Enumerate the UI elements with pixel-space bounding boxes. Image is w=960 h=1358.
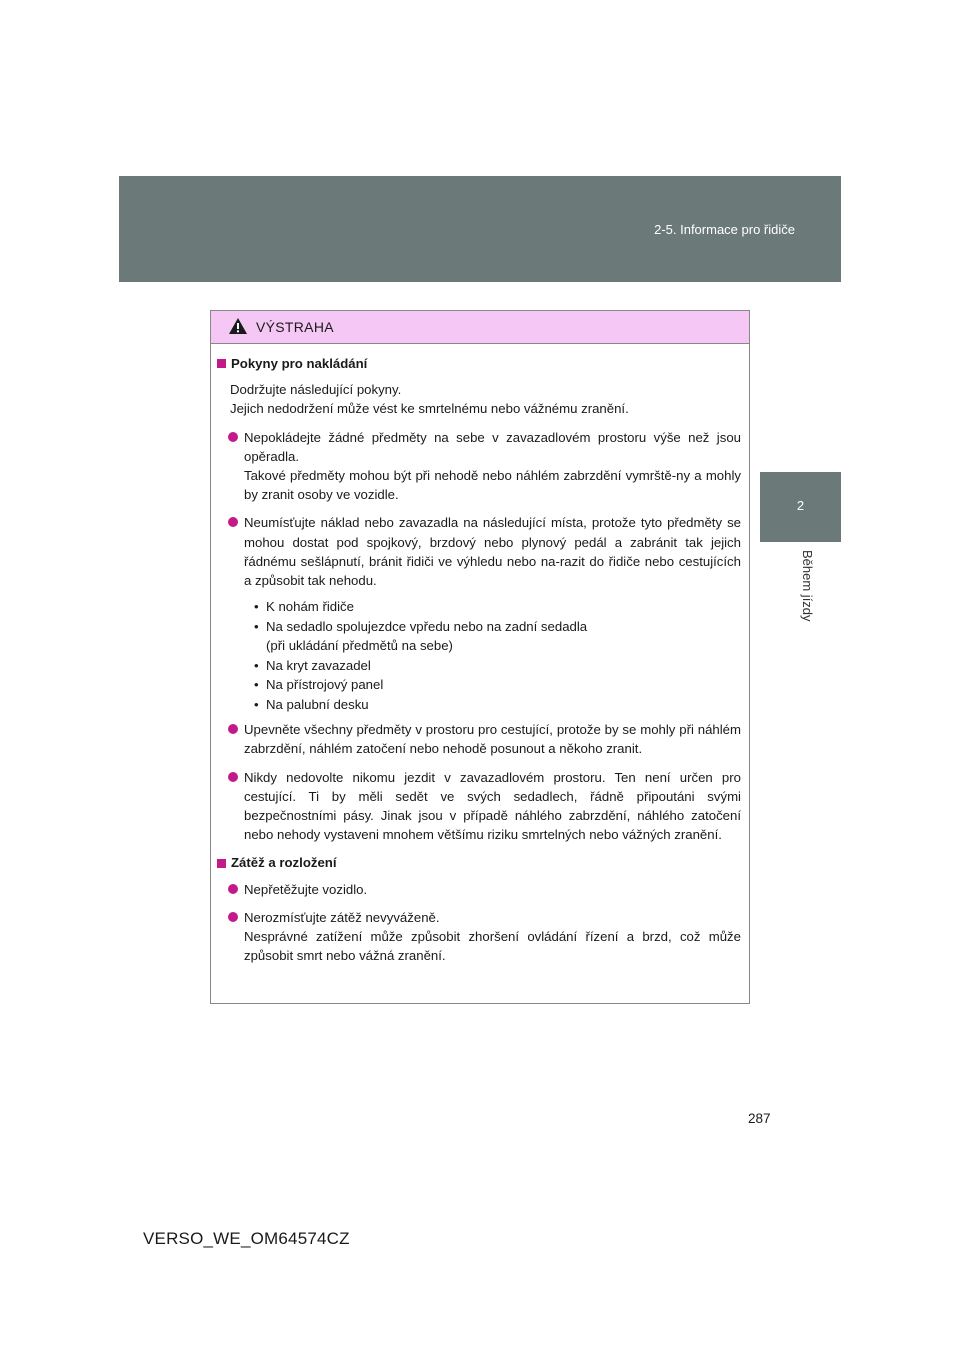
page-number: 287 <box>748 1111 771 1126</box>
bullet-item <box>217 720 741 758</box>
bullet-text-continuation: Takové předměty mohou být při nehodě nebo náhlém zabrzdění vymrště-ny a mohly by zranit osoby ve vozidle. <box>244 468 741 503</box>
square-bullet-icon <box>217 359 226 368</box>
round-bullet-icon <box>228 884 238 894</box>
list-item-continuation: (při ukládání předmětů na sebe) <box>266 638 453 654</box>
square-bullet-icon <box>217 859 226 868</box>
warning-triangle-icon <box>228 317 248 335</box>
chapter-label-tab <box>760 542 841 682</box>
section-header-band <box>119 176 841 282</box>
bullet-text: Upevněte všechny předměty v prostoru pro cestující, protože by se mohly při náhlém zabrzdění, náhlém zatočení nebo nehodě posunout a někoho zranit. <box>244 722 741 757</box>
list-item: • Na kryt zavazadel <box>254 656 741 676</box>
intro-line: Dodržujte následující pokyny. <box>230 382 402 398</box>
list-item: • Na sedadlo spolujezdce vpředu nebo na zadní sedadla <box>254 617 741 637</box>
section-title: 2-5. Informace pro řidiče <box>654 222 795 237</box>
round-bullet-icon <box>228 772 238 782</box>
section-heading-load <box>217 853 741 872</box>
bullet-item <box>217 768 741 845</box>
section-heading-loading <box>217 354 741 373</box>
section-heading-text: Pokyny pro nakládání <box>231 356 368 371</box>
intro-line: Jejich nedodržení může vést ke smrtelnému nebo vážnému zranění. <box>230 401 629 417</box>
document-code: VERSO_WE_OM64574CZ <box>143 1229 350 1248</box>
round-bullet-icon <box>228 517 238 527</box>
side-strip <box>760 282 841 472</box>
list-item: • Na palubní desku <box>254 695 741 715</box>
section-heading-text: Zátěž a rozložení <box>231 855 337 871</box>
bullet-text: Nepokládejte žádné předměty na sebe v zavazadlovém prostoru výše než jsou opěradla. <box>244 429 741 464</box>
bullet-item <box>217 880 741 899</box>
warning-header <box>211 311 749 344</box>
round-bullet-icon <box>228 912 238 922</box>
intro-paragraph <box>217 380 741 418</box>
chapter-tab <box>760 472 841 542</box>
bullet-text: Nerozmísťujte zátěž nevyváženě. <box>244 909 440 925</box>
warning-title: VÝSTRAHA <box>256 319 334 335</box>
chapter-label: Během jízdy <box>800 550 815 622</box>
bullet-text: Nikdy nedovolte nikomu jezdit v zavazadlovém prostoru. Ten není určen pro cestující. Ti by měli sedět ve svých sedadlech, řádně připoutáni svými bezpečnostními pásy. Jinak jsou v případě náhlého zabrzdění, náhlého zatočení nebo nehody vystaveni mnohem většímu riziku smrtelných nebo vážných zranění. <box>244 769 741 843</box>
list-item: • Na přístrojový panel <box>254 675 741 695</box>
bullet-text-continuation: Nesprávné zatížení může způsobit zhoršení ovládání řízení a brzd, což může způsobit smrt nebo vážná zranění. <box>244 929 741 964</box>
round-bullet-icon <box>228 432 238 442</box>
places-list <box>217 597 741 714</box>
bullet-item <box>217 908 741 966</box>
bullet-text: Neumísťujte náklad nebo zavazadla na následující místa, protože tyto předměty se mohou dostat pod spojkový, brzdový nebo plynový pedál a zabránit tak jejich řádnému sešlápnutí, bránit řidiči ve výhledu nebo na-razit do řidiče nebo cestujících a způsobit tak nehodu. <box>244 515 741 589</box>
warning-content <box>211 344 749 965</box>
bullet-item <box>217 513 741 590</box>
list-item: • K nohám řidiče <box>254 597 741 617</box>
chapter-number: 2 <box>796 498 805 513</box>
bullet-text: Nepřetěžujte vozidlo. <box>244 881 368 897</box>
round-bullet-icon <box>228 724 238 734</box>
warning-box <box>210 310 750 1004</box>
bullet-item <box>217 428 741 505</box>
